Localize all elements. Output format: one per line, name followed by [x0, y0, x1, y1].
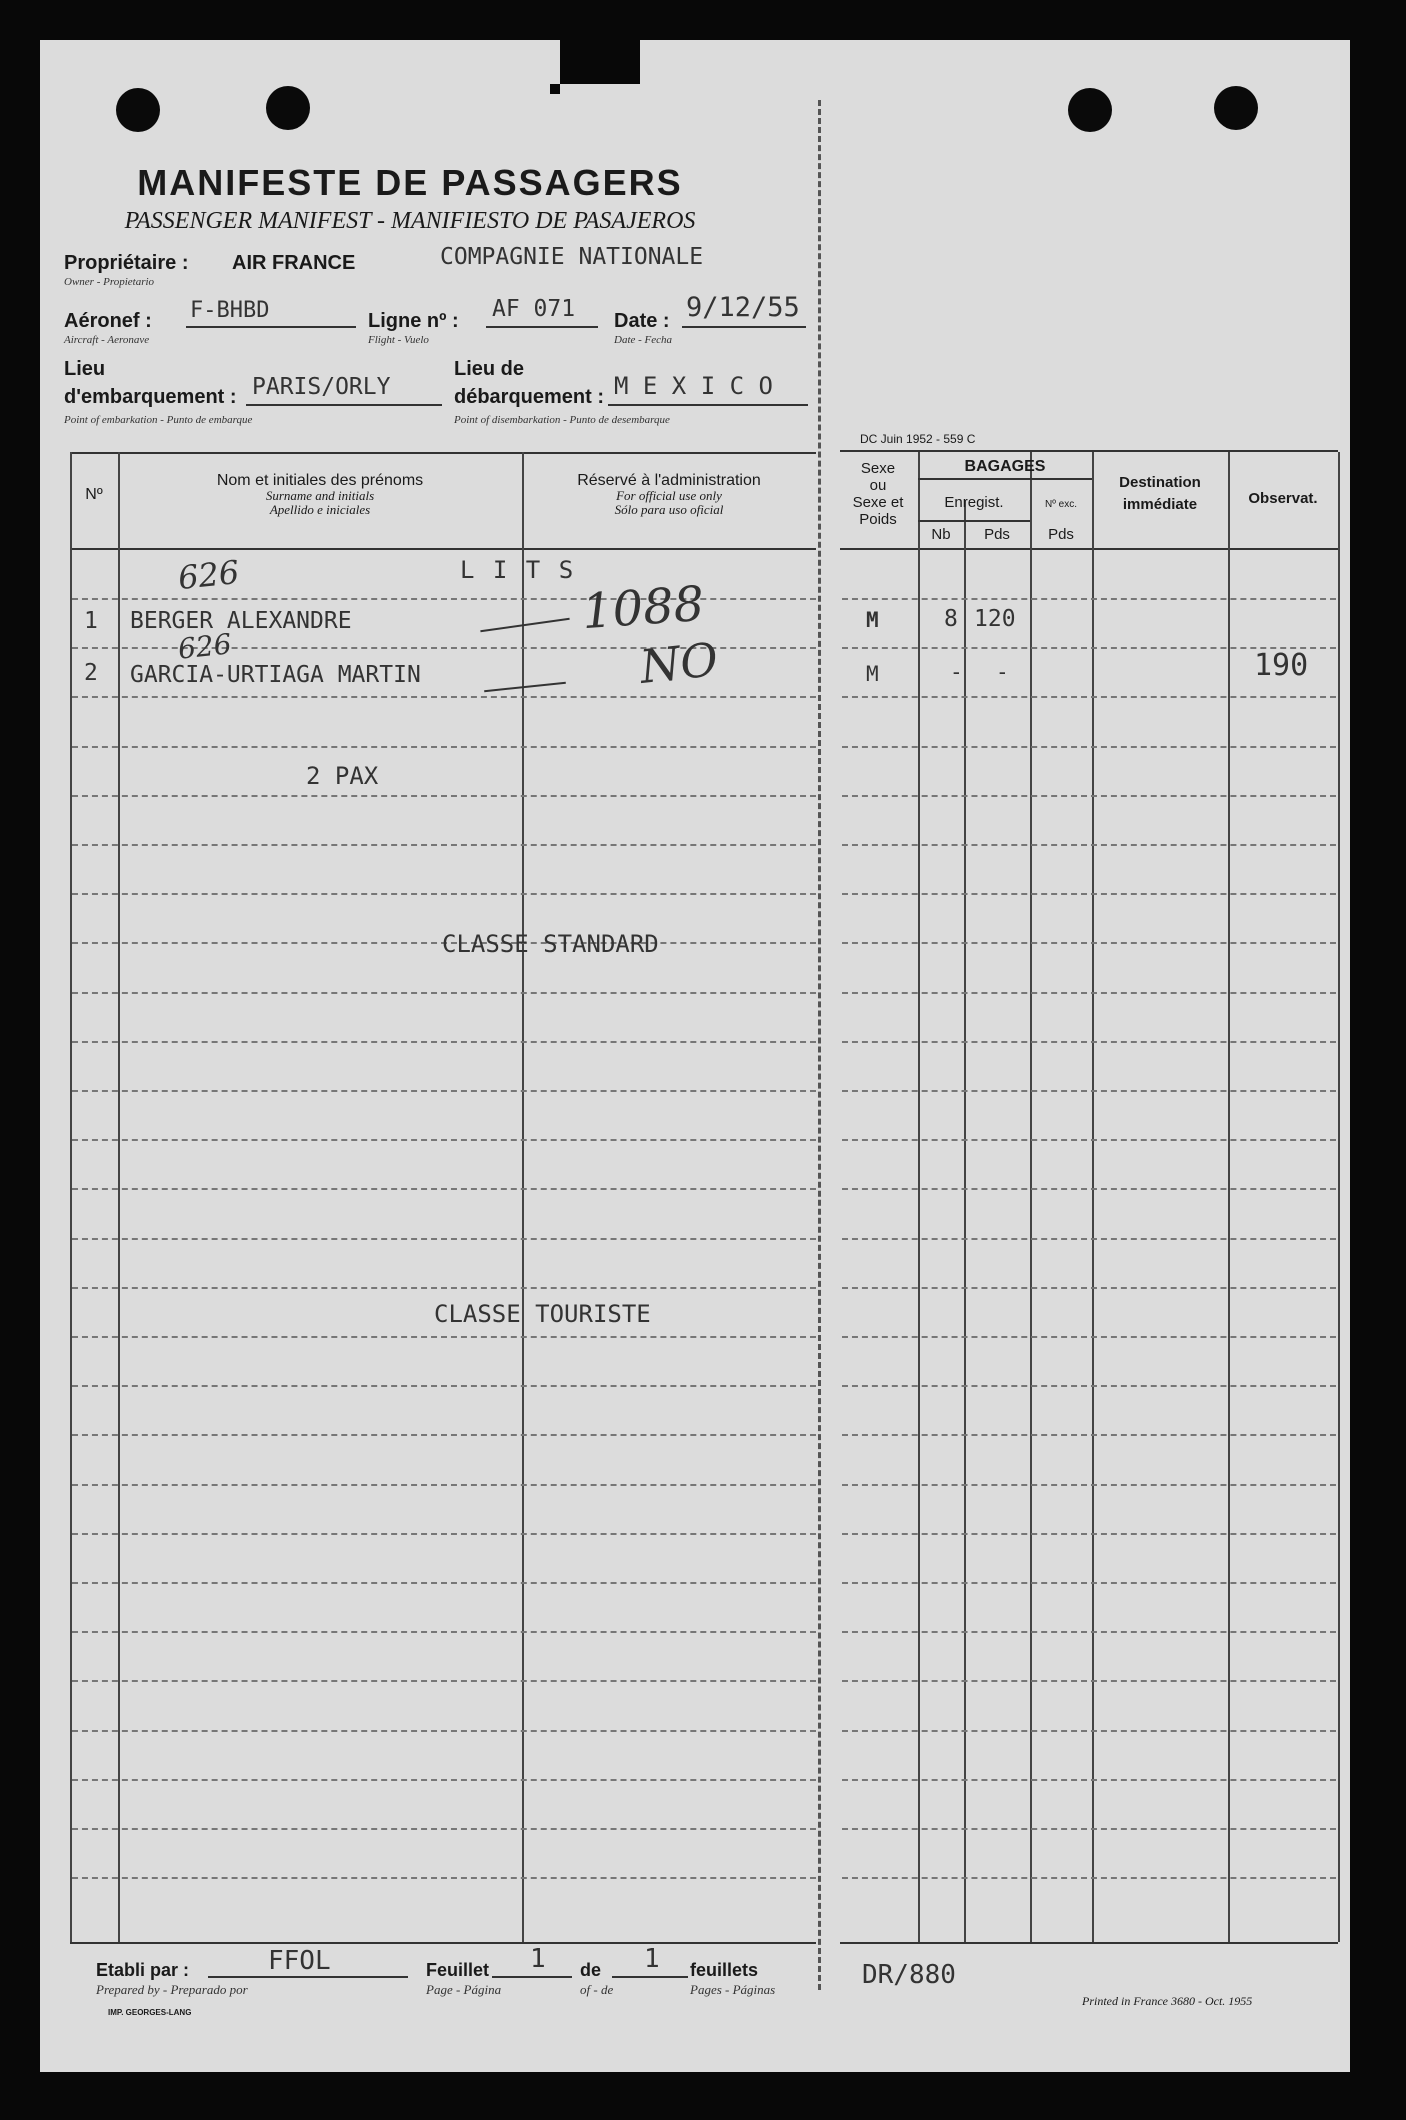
- right-row-rule: [842, 1041, 1336, 1043]
- right-row-rule: [842, 1484, 1336, 1486]
- disembarkation-value: M E X I C O: [614, 372, 773, 400]
- form-reference: DC Juin 1952 - 559 C: [860, 432, 976, 446]
- right-row-rule: [842, 1779, 1336, 1781]
- left-row-rule: [72, 992, 816, 994]
- aircraft-sublabel: Aircraft - Aeronave: [64, 334, 150, 346]
- row-2-pds: -: [996, 660, 1009, 684]
- embarkation-label-1: Lieu: [64, 358, 106, 380]
- left-row-rule: [72, 1287, 816, 1289]
- col-border-sex: [918, 452, 920, 1942]
- left-table-top-border: [70, 452, 816, 454]
- footer-feuillets-sublabel: Pages - Páginas: [690, 1982, 776, 1997]
- footer-imprint: IMP. GEORGES-LANG: [108, 2008, 192, 2017]
- right-row-rule: [842, 1631, 1336, 1633]
- disembarkation-label-1: Lieu de: [454, 358, 525, 380]
- left-row-rule: [72, 1877, 816, 1879]
- header-admin-fr: Réservé à l'administration: [577, 472, 761, 489]
- left-row-rule: [72, 844, 816, 846]
- right-row-rule: [842, 942, 1336, 944]
- bagages-divider: [918, 478, 1092, 480]
- header-admin: [524, 472, 814, 517]
- left-row-rule: [72, 795, 816, 797]
- right-row-rule: [842, 1434, 1336, 1436]
- right-row-rule: [842, 795, 1336, 797]
- punch-hole-left-1: [116, 88, 160, 132]
- right-row-rule: [842, 1287, 1336, 1289]
- left-row-rule: [72, 1828, 816, 1830]
- header-destination: [1094, 472, 1226, 516]
- col-border-right: [1338, 452, 1340, 1942]
- right-row-rule: [842, 1188, 1336, 1190]
- header-sex-3: Sexe et: [852, 494, 904, 511]
- left-row-rule: [72, 1533, 816, 1535]
- disembarkation-underline: [608, 404, 808, 406]
- row-2-nb: -: [950, 660, 963, 684]
- row-1-nb: 8: [944, 606, 958, 632]
- right-row-rule: [842, 1238, 1336, 1240]
- left-row-rule: [72, 893, 816, 895]
- date-underline: [682, 326, 806, 328]
- owner-label: Propriétaire :: [64, 252, 189, 274]
- col-border-no: [118, 452, 120, 1942]
- right-row-rule: [842, 1336, 1336, 1338]
- right-row-rule: [842, 844, 1336, 846]
- page-subtitle: PASSENGER MANIFEST - MANIFIESTO DE PASAJEROS: [124, 208, 696, 234]
- right-table-bottom: [840, 1942, 1338, 1944]
- header-observ: Observat.: [1248, 490, 1318, 507]
- punch-hole-right-1: [1068, 88, 1112, 132]
- flight-sublabel: Flight - Vuelo: [368, 334, 429, 346]
- punch-hole-left-2: [266, 86, 310, 130]
- header-enregist: Enregist.: [944, 494, 1004, 511]
- row-1-no: 1: [84, 608, 98, 634]
- left-row-rule: [72, 1090, 816, 1092]
- top-notch: [560, 40, 640, 84]
- left-row-rule: [72, 1484, 816, 1486]
- right-row-rule: [842, 1139, 1336, 1141]
- left-row-rule: [72, 746, 816, 748]
- header-sex-1: Sexe: [860, 460, 896, 477]
- left-row-rule: [72, 1631, 816, 1633]
- footer-feuillet-sublabel: Page - Página: [426, 1982, 502, 1997]
- right-row-rule: [842, 1828, 1336, 1830]
- row-2-admin: NO: [637, 632, 721, 694]
- footer-feuillet-underline: [492, 1976, 572, 1978]
- row-1-sex: M: [866, 608, 879, 632]
- header-sex: [840, 460, 916, 528]
- row-2-name: GARCIA-URTIAGA MARTIN: [130, 662, 421, 688]
- left-row-rule: [72, 1385, 816, 1387]
- flight-label: Ligne nº :: [368, 310, 459, 332]
- footer-de-label: de: [580, 1960, 602, 1980]
- date-sublabel: Date - Fecha: [614, 334, 673, 346]
- date-label: Date :: [614, 310, 670, 332]
- footer-prepared-label: Etabli par :: [96, 1960, 190, 1980]
- row-2-no: 2: [84, 660, 98, 686]
- left-row-rule: [72, 1434, 816, 1436]
- row-2-sex: M: [866, 662, 879, 686]
- header-admin-en: For official use only: [616, 488, 722, 503]
- header-destination-1: Destination: [1119, 474, 1201, 491]
- left-row-rule: [72, 696, 816, 698]
- embarkation-sublabel: Point of embarkation - Punto de embarque: [64, 414, 253, 426]
- left-row-rule: [72, 1680, 816, 1682]
- left-row-rule: [72, 1139, 816, 1141]
- aircraft-underline: [186, 326, 356, 328]
- right-row-rule: [842, 992, 1336, 994]
- flight-underline: [486, 326, 598, 328]
- footer-prepared-sublabel: Prepared by - Preparado por: [96, 1982, 248, 1997]
- right-row-rule: [842, 1533, 1336, 1535]
- header-nb: Nb: [931, 526, 951, 543]
- header-sex-2: ou: [869, 477, 887, 494]
- date-value: 9/12/55: [686, 292, 800, 323]
- row-1-name: BERGER ALEXANDRE: [130, 608, 352, 634]
- col-border-pds: [1030, 452, 1032, 1942]
- col-border-left: [70, 452, 72, 1942]
- header-exc-pds: Pds: [1048, 526, 1074, 543]
- footer-dr-number: DR/880: [862, 1960, 956, 1990]
- right-row-rule: [842, 1877, 1336, 1879]
- row-2-observ: 190: [1254, 648, 1309, 683]
- left-row-rule: [72, 1730, 816, 1732]
- col-border-dest: [1228, 452, 1230, 1942]
- manifest-paper: [40, 40, 1350, 2072]
- footer-printed-note: Printed in France 3680 - Oct. 1955: [1082, 1994, 1253, 2008]
- footer-total-underline: [612, 1976, 688, 1978]
- embarkation-value: PARIS/ORLY: [252, 374, 391, 400]
- left-header-bottom: [70, 548, 816, 550]
- row-1-admin: 1088: [580, 575, 706, 641]
- header-admin-es: Sólo para uso oficial: [614, 502, 724, 517]
- owner-sublabel: Owner - Propietario: [64, 276, 155, 288]
- left-row-rule: [72, 1041, 816, 1043]
- header-name-fr: Nom et initiales des prénoms: [216, 472, 424, 489]
- header-pds: Pds: [984, 526, 1010, 543]
- embarkation-label-2: d'embarquement :: [64, 386, 237, 408]
- header-bagages: BAGAGES: [964, 458, 1046, 475]
- perforation-line: [818, 100, 821, 1990]
- header-exc: Nº exc.: [1045, 499, 1077, 510]
- col-border-exc: [1092, 452, 1094, 1942]
- left-row-rule: [72, 1336, 816, 1338]
- col-border-name: [522, 452, 524, 1942]
- pax-count: 2 PAX: [306, 762, 379, 790]
- punch-hole-right-2: [1214, 86, 1258, 130]
- header-destination-2: immédiate: [1122, 496, 1198, 513]
- flight-value: AF 071: [492, 296, 576, 322]
- right-row-rule: [842, 893, 1336, 895]
- footer-feuillets-label: feuillets: [690, 1960, 759, 1980]
- left-row-rule: [72, 1779, 816, 1781]
- footer-de-sublabel: of - de: [580, 1982, 614, 1997]
- header-name-es: Apellido e iniciales: [269, 502, 371, 517]
- footer-feuillet-label: Feuillet: [426, 1960, 490, 1980]
- classe-touriste: CLASSE TOURISTE: [434, 1300, 651, 1328]
- right-row-rule: [842, 1090, 1336, 1092]
- classe-standard: CLASSE STANDARD: [442, 930, 659, 958]
- right-row-rule: [842, 1385, 1336, 1387]
- col-border-nb: [964, 500, 966, 1942]
- disembarkation-sublabel: Point of disembarkation - Punto de desembarque: [454, 414, 670, 426]
- header-no: Nº: [85, 486, 103, 503]
- handwritten-626: 626: [176, 552, 241, 598]
- page-title: MANIFESTE DE PASSAGERS: [137, 162, 683, 203]
- aircraft-value: F-BHBD: [190, 298, 270, 323]
- right-row-rule: [842, 1730, 1336, 1732]
- section-lits: L I T S: [460, 556, 576, 584]
- owner-typed-value: COMPAGNIE NATIONALE: [440, 244, 704, 270]
- left-row-rule: [72, 1582, 816, 1584]
- disembarkation-label-2: débarquement :: [454, 386, 605, 408]
- row-1-pds: 120: [974, 606, 1016, 632]
- header-name: [120, 472, 520, 517]
- row-2-hand-626: 626: [176, 627, 234, 666]
- footer-prepared-value: FFOL: [268, 1946, 331, 1976]
- left-table-bottom: [70, 1942, 816, 1944]
- footer-total-value: 1: [644, 1944, 660, 1974]
- left-row-rule: [72, 598, 816, 600]
- right-row-rule: [842, 1582, 1336, 1584]
- header-sex-4: Poids: [859, 511, 897, 528]
- right-row-rule: [842, 746, 1336, 748]
- aircraft-label: Aéronef :: [64, 310, 152, 332]
- right-table-top-border: [840, 450, 1338, 452]
- left-row-rule: [72, 1238, 816, 1240]
- footer-prepared-underline: [208, 1976, 408, 1978]
- right-row-rule: [842, 1680, 1336, 1682]
- right-row-rule: [842, 598, 1336, 600]
- enregist-divider: [918, 520, 1030, 522]
- right-row-rule: [842, 696, 1336, 698]
- owner-printed-value: AIR FRANCE: [232, 252, 356, 274]
- right-header-bottom: [840, 548, 1338, 550]
- footer-feuillet-value: 1: [530, 1944, 546, 1974]
- embarkation-underline: [246, 404, 442, 406]
- header-name-en: Surname and initials: [265, 488, 375, 503]
- left-row-rule: [72, 1188, 816, 1190]
